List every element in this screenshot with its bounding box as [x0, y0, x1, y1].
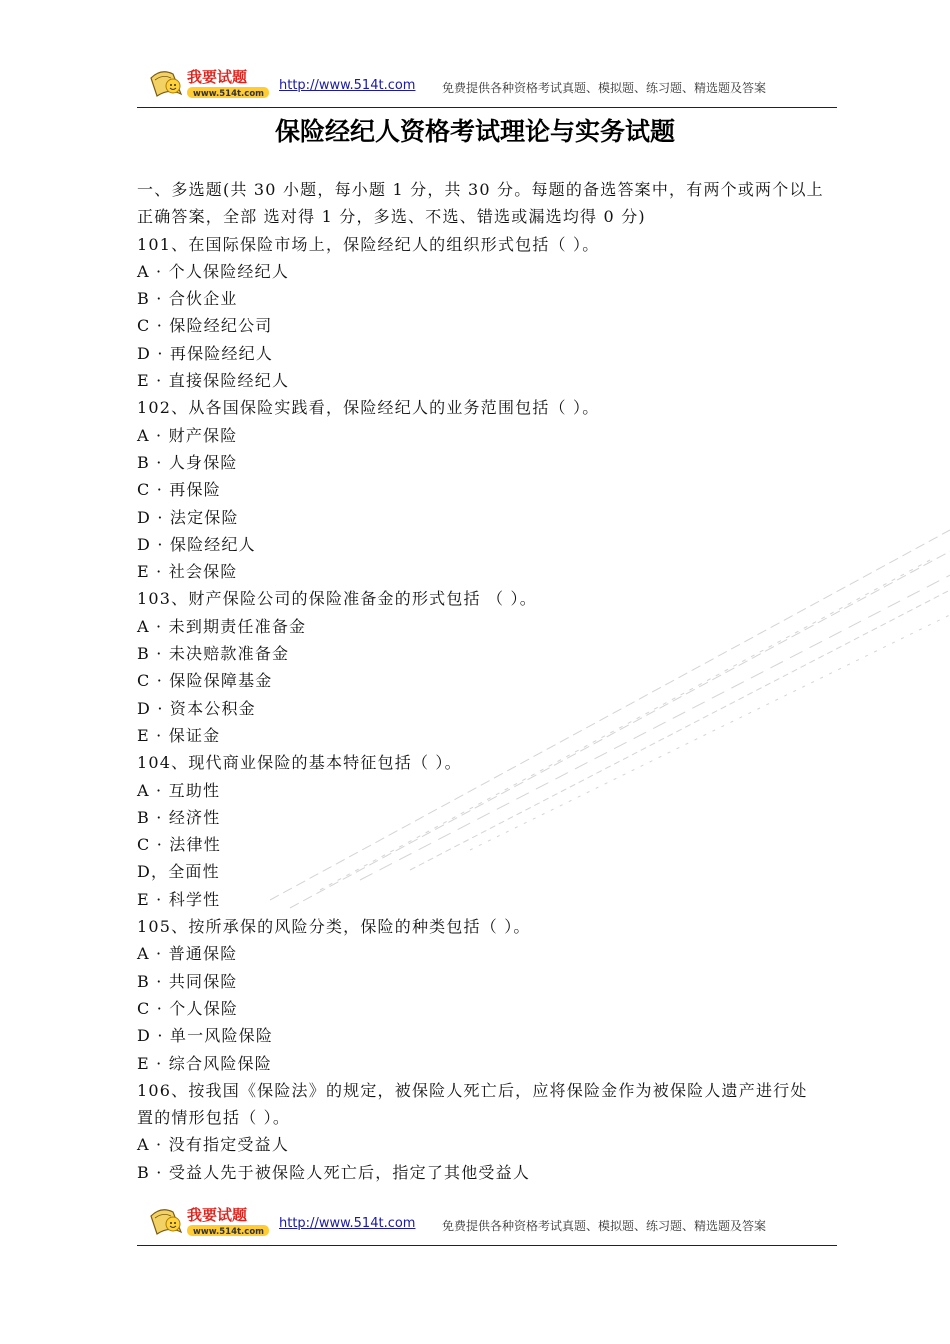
text-line: B · 经济性 — [137, 807, 221, 827]
svg-text:我要试题: 我要试题 — [187, 68, 248, 86]
document-body — [137, 176, 842, 1186]
text-line: C · 保险保障基金 — [137, 671, 273, 691]
header-url-link[interactable]: http://www.514t.com — [279, 78, 416, 93]
text-line: A · 财产保险 — [137, 425, 238, 445]
text-line: 正确答案，全部 选对得 1 分，多选、不选、错选或漏选均得 0 分) — [137, 207, 646, 227]
text-line: 置的情形包括（ ）。 — [137, 1108, 291, 1128]
text-line: B · 未决赔款准备金 — [137, 644, 290, 664]
text-line: E · 综合风险保险 — [137, 1053, 272, 1073]
text-line: D，全面性 — [137, 862, 220, 882]
text-line: E · 科学性 — [137, 889, 221, 909]
text-line: C · 保险经纪公司 — [137, 316, 273, 336]
footer-url-link[interactable]: http://www.514t.com — [279, 1216, 416, 1231]
text-line: 102、从各国保险实践看，保险经纪人的业务范围包括（ ）。 — [137, 398, 600, 418]
text-line: A · 未到期责任准备金 — [137, 616, 307, 636]
text-line: 101、在国际保险市场上，保险经纪人的组织形式包括（ ）。 — [137, 234, 600, 254]
text-line: A · 普通保险 — [137, 944, 238, 964]
footer-site-logo — [147, 1202, 275, 1242]
text-line: A · 没有指定受益人 — [137, 1135, 290, 1155]
text-line: 103、财产保险公司的保险准备金的形式包括 （ ）。 — [137, 589, 537, 609]
text-line: C · 再保险 — [137, 480, 221, 500]
footer-tagline: 免费提供各种资格考试真题、模拟题、练习题、精选题及答案 — [442, 1219, 767, 1233]
text-line: 106、按我国《保险法》的规定，被保险人死亡后，应将保险金作为被保险人遗产进行处 — [137, 1080, 808, 1100]
document-title: 保险经纪人资格考试理论与实务试题 — [274, 117, 675, 146]
footer-divider — [137, 1245, 837, 1246]
svg-text:www.514t.com: www.514t.com — [193, 1227, 265, 1237]
text-line: D · 再保险经纪人 — [137, 343, 274, 363]
text-line: 一、多选题(共 30 小题，每小题 1 分，共 30 分。每题的备选答案中，有两个或两个以上 — [137, 180, 824, 199]
text-line: D · 资本公积金 — [137, 698, 256, 718]
header-tagline: 免费提供各种资格考试真题、模拟题、练习题、精选题及答案 — [442, 81, 767, 95]
text-line: D · 法定保险 — [137, 507, 239, 527]
text-line: B · 人身保险 — [137, 452, 238, 472]
page-footer — [137, 1200, 837, 1246]
text-line: E · 社会保险 — [137, 562, 238, 582]
text-line: D · 单一风险保险 — [137, 1026, 274, 1046]
text-line: D · 保险经纪人 — [137, 534, 256, 554]
text-line: C · 法律性 — [137, 835, 221, 855]
text-line: 105、按所承保的风险分类，保险的种类包括（ ）。 — [137, 917, 531, 937]
svg-text:www.514t.com: www.514t.com — [193, 89, 265, 99]
text-line: C · 个人保险 — [137, 998, 239, 1018]
text-line: B · 合伙企业 — [137, 289, 238, 309]
site-logo — [147, 64, 275, 104]
text-line: A · 互助性 — [137, 780, 221, 800]
text-line: B · 受益人先于被保险人死亡后，指定了其他受益人 — [137, 1162, 531, 1182]
svg-text:我要试题: 我要试题 — [187, 1206, 248, 1224]
text-line: A · 个人保险经纪人 — [137, 261, 290, 281]
text-line: B · 共同保险 — [137, 971, 238, 991]
text-line: 104、现代商业保险的基本特征包括（ ）。 — [137, 753, 462, 773]
page-header — [137, 62, 837, 108]
text-line: E · 直接保险经纪人 — [137, 371, 290, 391]
header-divider — [137, 107, 837, 108]
text-line: E · 保证金 — [137, 725, 221, 745]
